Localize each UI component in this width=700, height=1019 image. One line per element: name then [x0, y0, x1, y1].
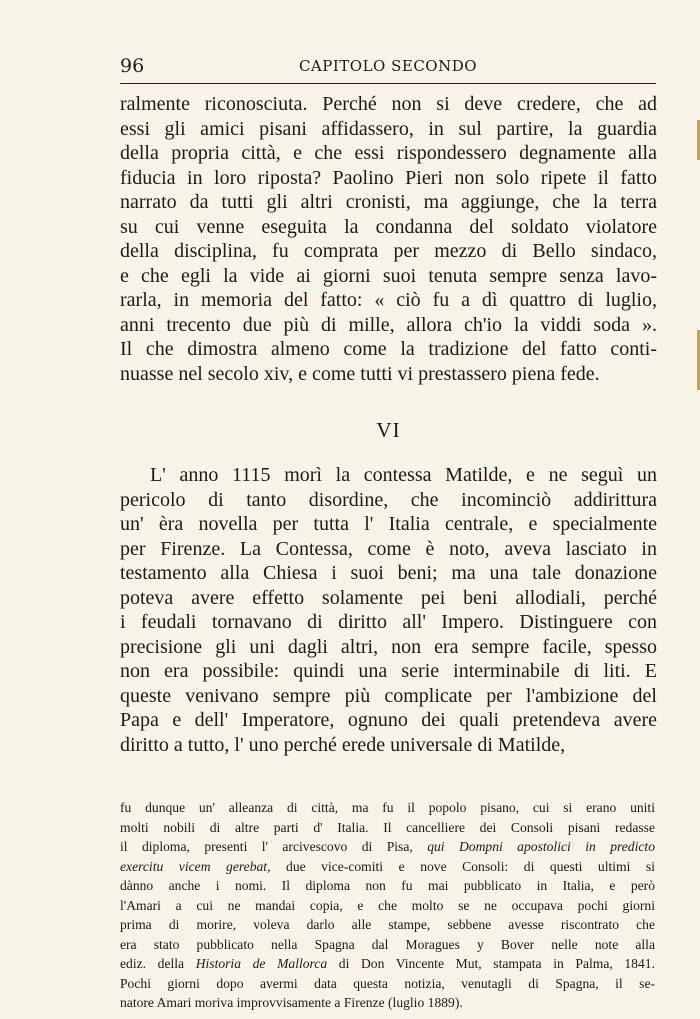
footnote-line [120, 954, 655, 974]
text-line: rarla, in memoria del fatto: « ciò fu a dì quattro di luglio, [120, 289, 657, 311]
body-paragraph-1 [120, 92, 657, 386]
footnote-text: , due vice-comiti e nove Consoli: di questi ultimi si [267, 858, 655, 874]
header-rule [120, 83, 656, 84]
text-line: nuasse nel secolo xiv, e come tutti vi prestassero piena fede. [120, 362, 600, 385]
text-line: per Firenze. La Contessa, come è noto, aveva lasciato in [120, 537, 657, 560]
footnote [120, 798, 655, 1013]
text-line: ralmente riconosciuta. Perché non si deve credere, che ad [120, 93, 657, 115]
body-paragraph-2 [120, 463, 657, 757]
text-line: Papa e dell' Imperatore, ognuno dei quali pretendeva avere [120, 709, 657, 731]
footnote-line [120, 798, 655, 818]
footnote-text: natore Amari moriva improvvisamente a Firenze (luglio 1889). [120, 995, 463, 1010]
footnote-line [120, 818, 655, 838]
text-line: essi gli amici pisani affidassero, in sul partire, la guardia [120, 117, 657, 140]
text-line: queste venivano sempre più complicate per l'ambizione del [120, 684, 657, 707]
text-line: precisione gli uni dagli altri, non era sempre facile, spesso [120, 635, 657, 658]
footnote-line [120, 857, 655, 877]
text-line: L' anno 1115 morì la contessa Matilde, e ne seguì un [150, 464, 657, 486]
text-line: e che egli la vide ai giorni suoi tenuta sempre senza lavo- [120, 264, 657, 287]
footnote-line [120, 896, 655, 916]
footnote-line [120, 915, 655, 935]
footnote-line [120, 876, 655, 896]
italic-title: Historia de Mallorca [195, 956, 328, 971]
text-line: anni trecento due più di mille, allora ch'io la viddi soda ». [120, 313, 657, 336]
footnote-line [120, 993, 655, 1013]
footnote-text: molti nobili di altre parti d' Italia. Il cancelliere dei Consoli pisani redasse [120, 819, 655, 835]
footnote-text: il diploma, presenti l' arcivescovo di Pisa, [120, 839, 428, 854]
text-line: fiducia in loro riposta? Paolino Pieri non solo ripete il fatto [120, 166, 657, 189]
text-line: diritto a tutto, l' uno perché erede universale di Matilde, [120, 733, 566, 756]
footnote-text: ediz. della [120, 956, 196, 971]
footnote-text: prima di morire, voleva darlo alle stampe, sebbene avesse riscontrato che [120, 917, 655, 932]
text-line: narrato da tutti gli altri cronisti, ma aggiunge, che la terra [120, 191, 657, 213]
text-line: testamento alla Chiesa i suoi beni; ma una tale donazione [120, 562, 657, 584]
text-line: non era possibile: quindi una serie interminabile di liti. E [120, 660, 657, 682]
running-title: CAPITOLO SECONDO [298, 57, 478, 75]
footnote-text: era stato pubblicato nella Spagna dal Moragues y Bover nelle note alla [120, 936, 655, 952]
text-line: pericolo di tanto disordine, che incominciò addirittura [120, 488, 657, 511]
footnote-text: dànno anche i nomi. Il diploma non fu mai pubblicato in Italia, e però [120, 878, 655, 893]
footnote-line [120, 935, 655, 955]
footnote-text: l'Amari a cui ne mandai copia, e che molto se ne occupava pochi giorni [120, 897, 655, 913]
italic-title: qui Dompni apostolici in predicto [427, 839, 655, 854]
footnote-text: di Don Vincente Mut, stampata in Palma, 1841. [327, 956, 655, 971]
text-line: i feudali tornavano di diritto all' Impero. Distinguere con [120, 611, 657, 633]
text-line: su cui venne eseguita la condanna del soldato violatore [120, 215, 657, 238]
section-heading: VI [376, 418, 401, 442]
text-line: Il che dimostra almeno come la tradizione del fatto conti- [120, 338, 657, 360]
footnote-text: Pochi giorni dopo avermi data questa notizia, venutagli di Spagna, il se- [120, 975, 655, 991]
footnote-line [120, 837, 655, 857]
text-line: un' èra novella per tutta l' Italia centrale, e specialmente [120, 513, 657, 535]
page-number: 96 [120, 55, 145, 77]
text-line: poteva avere effetto solamente pei beni allodiali, perché [120, 586, 657, 609]
footnote-text: fu dunque un' alleanza di città, ma fu il popolo pisano, cui si erano uniti [120, 800, 655, 815]
text-line: della disciplina, fu comprata per mezzo di Bello sindaco, [120, 240, 657, 262]
text-line: della propria città, e che essi rispondessero degnamente alla [120, 142, 657, 164]
page-header [120, 55, 656, 83]
italic-title: exercitu vicem gerebat [120, 858, 268, 874]
footnote-line [120, 974, 655, 994]
